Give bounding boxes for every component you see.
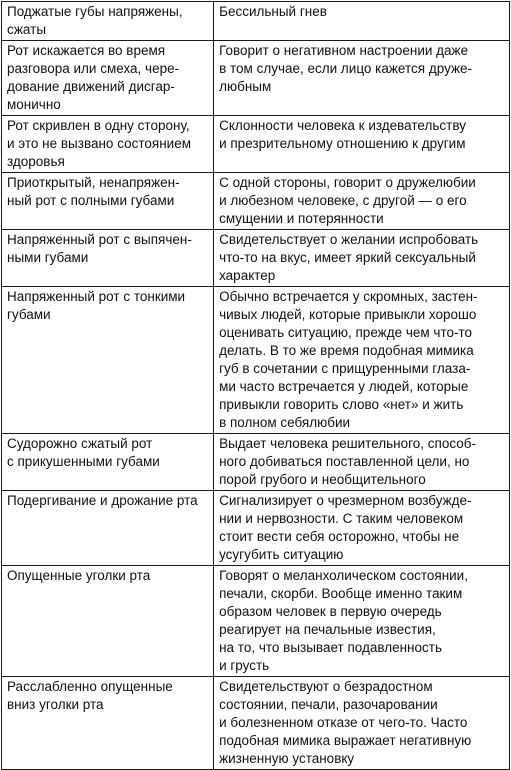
table-cell-feature: Поджатые губы напряжены, сжаты <box>2 2 214 41</box>
table-cell-meaning: Бессильный гнев <box>214 2 510 41</box>
table-cell-meaning: Выдает человека решительного, способ- ного добиваться поставленной цели, но порой грубого и необщительного <box>214 434 510 491</box>
table-cell-feature: Напряженный рот с выпячен- ными губами <box>2 230 214 287</box>
table-row <box>2 566 510 677</box>
table-cell-meaning: Склонности человека к издевательству и презрительному отношению к другим <box>214 116 510 173</box>
table-row <box>2 116 510 173</box>
table-cell-meaning: Свидетельствуют о безрадостном состоянии, печали, разочаровании и болезненном отказе от чего-то. Часто подобная мимика выражает негативную жизненную установку <box>214 677 510 770</box>
table-cell-feature: Подергивание и дрожание рта <box>2 491 214 566</box>
table-row <box>2 434 510 491</box>
table-cell-meaning: Сигнализирует о чрезмерном возбужде- нии и нервозности. С таким человеком стоит вести себя осторожно, чтобы не усугубить ситуацию <box>214 491 510 566</box>
table-row <box>2 677 510 770</box>
table-cell-meaning: С одной стороны, говорит о дружелюбии и любезном человеке, с другой — о его смущении и потерянности <box>214 173 510 230</box>
table-body <box>2 2 510 770</box>
table-cell-feature: Судорожно сжатый рот с прикушенными губами <box>2 434 214 491</box>
table-cell-meaning: Говорит о негативном настроении даже в том случае, если лицо кажется друже- любным <box>214 41 510 116</box>
table-cell-meaning: Обычно встречается у скромных, застен- чивых людей, которые привыкли хорошо оценивать ситуацию, прежде чем что-то делать. В то же время подобная мимика губ в сочетании с прищуренными глаза- ми часто встречается у людей, которые привыкли говорить слово «нет» и жить в полном себялюбии <box>214 287 510 434</box>
table-cell-feature: Расслабленно опущенные вниз уголки рта <box>2 677 214 770</box>
table-row <box>2 41 510 116</box>
table-cell-meaning: Говорят о меланхолическом состоянии, печали, скорби. Вообще именно таким образом человек в первую очередь реагирует на печальные известия, на то, что вызывает подавленность и грусть <box>214 566 510 677</box>
table-row <box>2 173 510 230</box>
table-row <box>2 230 510 287</box>
table-cell-feature: Рот искажается во время разговора или смеха, чере- дование движений дисгар- монично <box>2 41 214 116</box>
table-row <box>2 287 510 434</box>
table-cell-feature: Напряженный рот с тонкими губами <box>2 287 214 434</box>
table-cell-feature: Приоткрытый, ненапряжен- ный рот с полными губами <box>2 173 214 230</box>
table-row <box>2 491 510 566</box>
table-cell-meaning: Свидетельствует о желании испробовать что-то на вкус, имеет яркий сексуальный характер <box>214 230 510 287</box>
table-cell-feature: Рот скривлен в одну сторону, и это не вызвано состоянием здоровья <box>2 116 214 173</box>
table-row <box>2 2 510 41</box>
table-cell-feature: Опущенные уголки рта <box>2 566 214 677</box>
mimicry-table <box>1 1 510 770</box>
